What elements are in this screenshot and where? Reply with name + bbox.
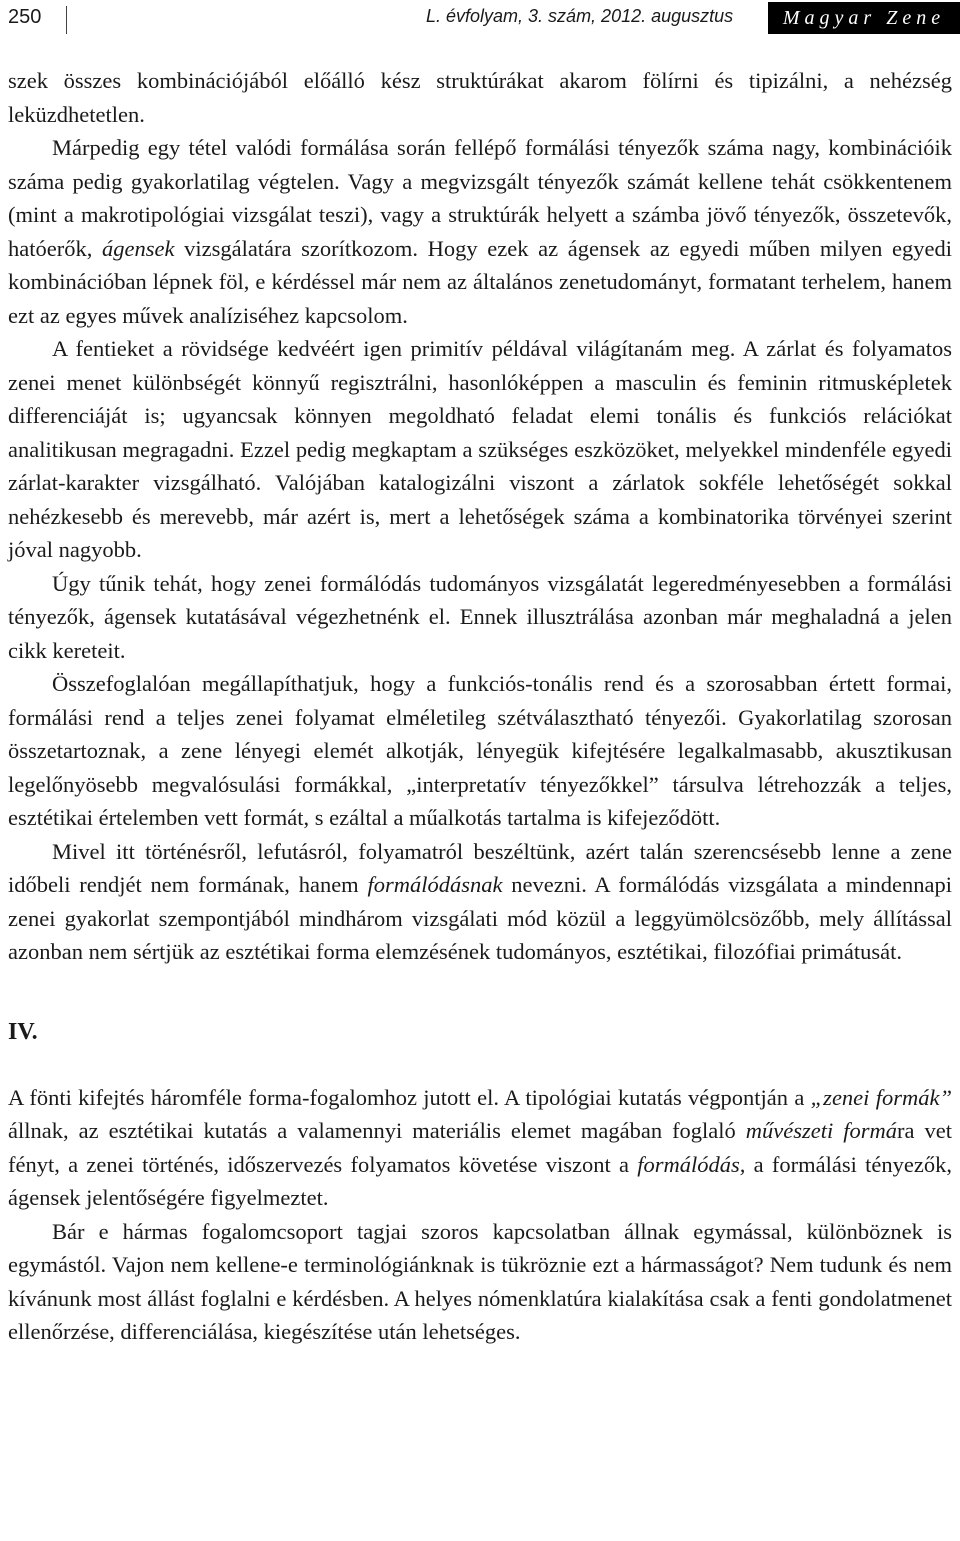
italic-text: „zenei formák” bbox=[810, 1084, 953, 1110]
text-run: szek összes kombinációjából előálló kész struktúrákat akarom fölírni és tipizálni, a nehézség leküzdhetetlen. bbox=[8, 68, 952, 127]
paragraph bbox=[8, 332, 952, 567]
italic-text: művészeti formá bbox=[745, 1118, 898, 1143]
article-body bbox=[8, 64, 952, 1349]
text-run: állnak, az esztétikai kutatás a valamennyi materiális elemet magában foglaló bbox=[8, 1118, 746, 1143]
text-run: Márpedig egy tétel valódi formálása során fellépő formálási tényezők száma nagy, kombinációik száma pedig gyakorlatilag végtelen. Vagy a megvizsgált tényezők számát kellene tehát csökkentenem (mint a makrotipológiai vizsgálat teszi), vagy a struktúrák helyett a számba jövő tényezők, összetevők, hatóerők, bbox=[8, 135, 952, 261]
paragraph bbox=[8, 131, 952, 332]
text-run: ra vet fényt, a zenei történés, időszervezés folyamatos követése viszont a bbox=[8, 1118, 952, 1177]
text-run: a formálási tényezők, ágensek jelentőségére figyelmeztet. bbox=[8, 1151, 953, 1210]
italic-text: formálódás, bbox=[637, 1151, 746, 1177]
text-run: Mivel itt történésről, lefutásról, folyamatról beszéltünk, azért talán szerencsésebb lenne a zene időbeli rendjét nem formának, hanem bbox=[8, 838, 952, 897]
issue-info: L. évfolyam, 3. szám, 2012. augusztus bbox=[426, 6, 734, 26]
text-run: Bár e hármas fogalomcsoport tagjai szoros kapcsolatban állnak egymással, különböznek is egymástól. Vajon nem kellene-e terminológiánknak is tükröznie ezt a hármasságot? Nem tudunk és nem kívánunk most állást foglalni e kérdésben. A helyes nómenklatúra kialakítása csak a fenti gondolatmenet ellenőrzése, differenciálása, kiegészítése után lehetséges. bbox=[8, 1218, 952, 1344]
text-run: A fentieket a rövidsége kedvéért igen primitív példával világítanám meg. A zárlat és folyamatos zenei menet különbségét könnyű regisztrálni, hasonlóképpen a masculin és feminin ritmusképletek differenciáját is; ugyancsak könnyen megoldható feladat elemi tonális és funkciós relációkat analitikusan megragadni. Ezzel pedig megkaptam a szükséges eszközöket, melyekkel mindenféle egyedi zárlat-karakter vizsgálható. Valójában katalogizálni viszont a zárlatok sokféle lehetőségét sokkal nehézkesebb és merevebb, már azért is, mert a lehetőségek száma a kombinatorika törvényei szerint jóval nagyobb. bbox=[8, 336, 952, 562]
page-number: 250 bbox=[8, 6, 42, 28]
paragraph bbox=[8, 567, 952, 668]
text-run: A fönti kifejtés háromféle forma-fogalomhoz jutott el. A tipológiai kutatás végpontján a bbox=[8, 1084, 811, 1110]
body-section-iii-end bbox=[8, 64, 952, 969]
body-section-iv bbox=[8, 1081, 952, 1349]
paragraph bbox=[8, 64, 952, 131]
text-run: Összefoglalóan megállapíthatjuk, hogy a funkciós-tonális rend és a szorosabban értett formai, formálási rend a teljes zenei folyamat elméletileg szétválasztható tényezői. Gyakorlatilag szorosan összetartoznak, a zene lényegi elemét alkotják, lényegük kifejtésére legalkalmasabb, akusztikusan legelőnyösebb megvalósulási formákkal, „interpretatív tényezőkkel” társulva létrehozzák a teljes, esztétikai értelemben vett formát, s ezáltal a műalkotás tartalma is kifejeződött. bbox=[8, 671, 952, 830]
italic-text: formálódásnak bbox=[367, 872, 503, 897]
header-divider bbox=[66, 6, 67, 34]
journal-title-badge: Magyar Zene bbox=[768, 2, 960, 34]
italic-text: ágensek bbox=[101, 235, 175, 261]
text-run: Úgy tűnik tehát, hogy zenei formálódás tudományos vizsgálatát legeredményesebben a formálási tényezők, ágensek kutatásával végezhetnénk el. Ennek illusztrálása azonban már meghaladná a jelen cikk kereteit. bbox=[8, 570, 952, 663]
paragraph bbox=[8, 835, 952, 969]
paragraph bbox=[8, 1215, 952, 1349]
text-run: vizsgálatára szorítkozom. Hogy ezek az ágensek az egyedi műben milyen egyedi kombinációban lépnek föl, e kérdéssel már nem az általános zenetudományt, formatant terhelem, hanem ezt az egyes művek analíziséhez kapcsolom. bbox=[8, 235, 952, 328]
text-run: nevezni. A formálódás vizsgálata a mindennapi zenei gyakorlat szempontjából mindhárom vizsgálati mód közül a leggyümölcsözőbb, mely állítással azonban nem sértjük az esztétikai forma elemzésének tudományos, esztétikai, filozófiai primátusát. bbox=[8, 872, 952, 964]
paragraph bbox=[8, 667, 952, 835]
running-header bbox=[0, 0, 960, 40]
section-heading: IV. bbox=[8, 1018, 38, 1045]
paragraph bbox=[8, 1081, 952, 1215]
